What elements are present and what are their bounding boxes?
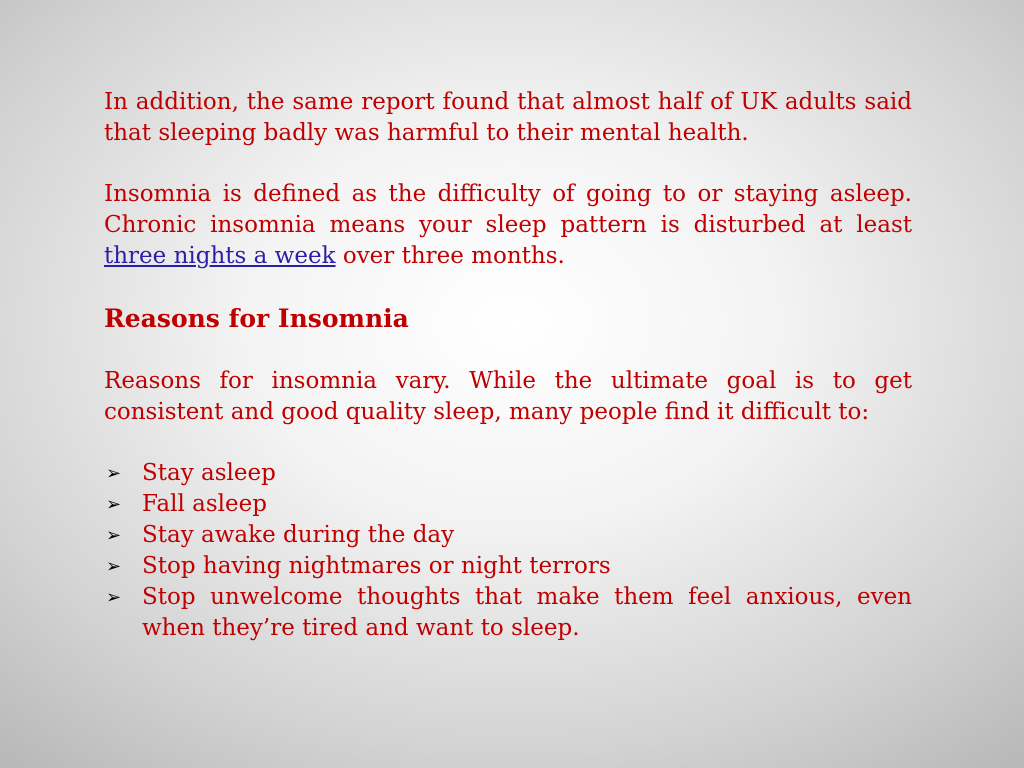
list-item-text: Stay awake during the day	[142, 522, 455, 548]
three-nights-a-week-link[interactable]: three nights a week	[104, 243, 336, 269]
arrow-bullet-icon: ➢	[106, 463, 122, 484]
list-item	[104, 520, 912, 551]
reasons-list	[104, 458, 912, 644]
paragraph-mental-health: In addition, the same report found that almost half of UK adults said that sleeping badly was harmful to their mental health.	[104, 89, 912, 146]
list-item	[104, 489, 912, 520]
section-heading: Reasons for Insomnia	[104, 304, 409, 333]
definition-text-end: over three months.	[335, 243, 565, 269]
paragraph-reasons: Reasons for insomnia vary. While the ultimate goal is to get consistent and good quality sleep, many people find it difficult to:	[104, 368, 912, 425]
arrow-bullet-icon: ➢	[106, 525, 122, 546]
list-item	[104, 458, 912, 489]
arrow-bullet-icon: ➢	[106, 494, 122, 515]
list-item-text: Stay asleep	[142, 460, 276, 486]
slide-content	[104, 87, 912, 644]
paragraph-insomnia-definition	[104, 179, 912, 272]
list-item-text: Stop having nightmares or night terrors	[142, 553, 611, 579]
list-item	[104, 582, 912, 644]
definition-text: Insomnia is defined as the difficulty of going to or staying asleep. Chronic insomnia means your sleep pattern is disturbed at least	[104, 181, 912, 238]
arrow-bullet-icon: ➢	[106, 556, 122, 577]
list-item	[104, 551, 912, 582]
list-item-text: Fall asleep	[142, 491, 267, 517]
list-item-text: Stop unwelcome thoughts that make them feel anxious, even when they’re tired and want to sleep.	[142, 584, 912, 641]
arrow-bullet-icon: ➢	[106, 587, 122, 608]
